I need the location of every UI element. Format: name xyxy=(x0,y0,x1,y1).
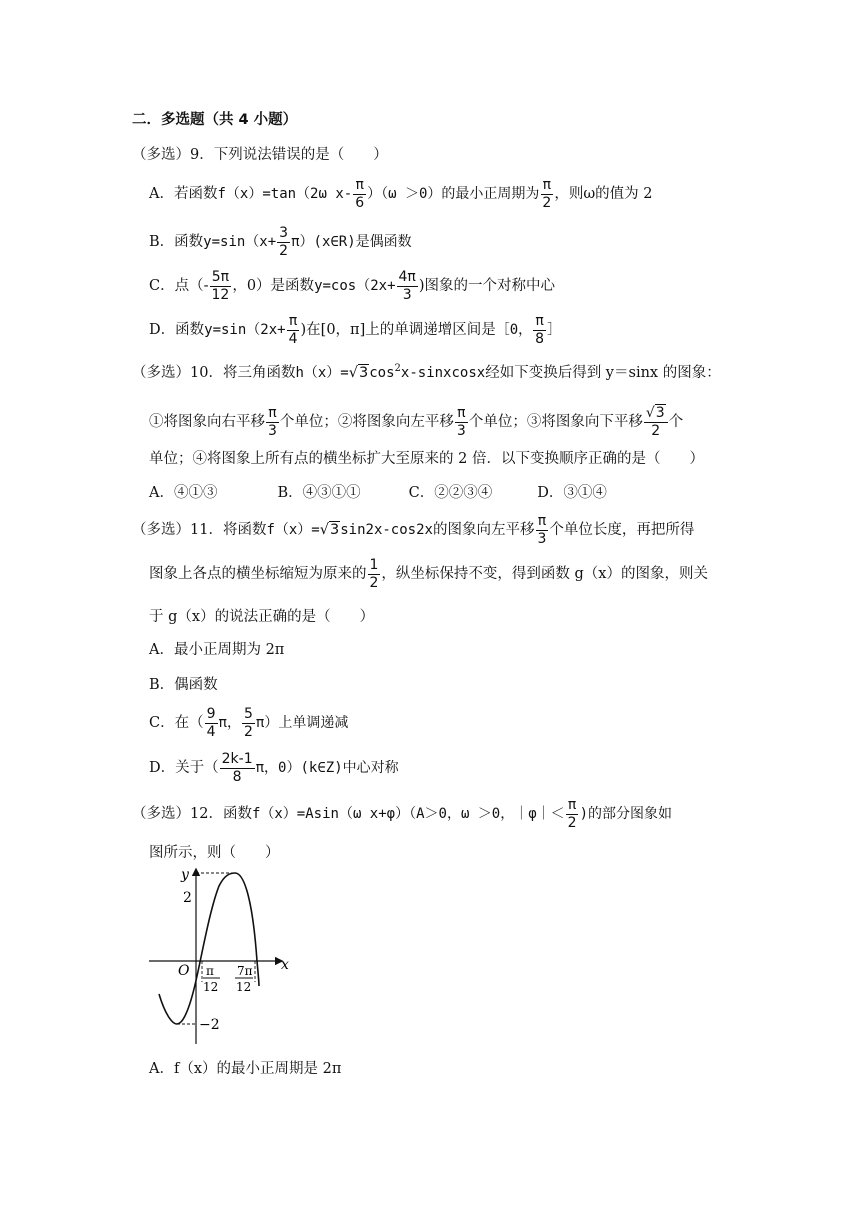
section-heading: 二．多选题（共 4 小题） xyxy=(132,112,298,128)
x-axis-label: x xyxy=(281,957,289,973)
fraction: $\frac{\pi}{8}$ xyxy=(535,313,545,347)
q10-option-d[interactable]: D．③①④ xyxy=(537,485,607,501)
fraction: $\frac{4\pi}{3}$ xyxy=(398,269,416,303)
q12-stem: （多选）12．函数f（x）=Asin（ω x+φ）（A＞0，ω ＞0，｜φ｜＜ $\frac{\pi}{2}$ )的部分图象如 xyxy=(132,797,673,831)
q10-options xyxy=(149,486,607,501)
fraction: $\frac{1}{2}$ xyxy=(369,557,379,591)
fraction: $\frac{\pi}{3}$ xyxy=(268,405,277,439)
x-tick-1-den: 12 xyxy=(203,980,219,994)
fraction: $\frac{\pi}{2}$ xyxy=(567,797,577,831)
q9-stem: （多选）9．下列说法错误的是（ ） xyxy=(132,147,388,163)
sine-curve xyxy=(159,873,259,1024)
fraction: $\frac{5\pi}{12}$ xyxy=(211,269,230,303)
x-tick-2-num: 7π xyxy=(237,964,253,978)
q9-option-a[interactable]: A．若函数f（x）=tan（2ω x- $\frac{\pi}{6}$ ）（ω ＞0）的最小正周期为 $\frac{\pi}{2}$ ，则ω的值为 2 xyxy=(149,177,653,211)
x-tick-1-num: π xyxy=(206,964,214,978)
q10-stem: （多选）10．将三角函数$h(x)=√3\cos^2x$-sinxcosx经如下变换后得到 y＝sinx 的图象： xyxy=(132,363,721,381)
sqrt: √3 xyxy=(319,522,340,539)
q11-option-c[interactable]: C．在（ $\frac{9}{4}$ π， $\frac{5}{2}$ π）上单调递减 xyxy=(149,706,349,740)
q10-option-b[interactable]: B．④③①① xyxy=(277,485,361,501)
q12-option-a[interactable]: A．f（x）的最小正周期是 2π xyxy=(149,1061,342,1077)
fraction: $\frac{9}{4}$ xyxy=(206,706,216,740)
fraction: $\frac{\pi}{4}$ xyxy=(288,313,298,347)
fraction: $\frac{5}{2}$ xyxy=(243,706,253,740)
fraction: $\frac{\pi}{6}$ xyxy=(355,177,365,211)
fraction: $\frac{3}{2}$ xyxy=(279,225,289,259)
fraction: $\frac{\pi}{3}$ xyxy=(537,513,547,547)
fraction: $\frac{2k-1}{8}$ xyxy=(221,751,253,785)
origin-label: O xyxy=(178,963,190,979)
sqrt: √3 xyxy=(348,364,369,381)
q9-option-d[interactable]: D．函数y=sin（2x+ $\frac{\pi}{4}$ )在[0，π]上的单调递增区间是［0， $\frac{\pi}{8}$ ］ xyxy=(149,313,562,347)
fraction: $\frac{\pi}{3}$ xyxy=(456,405,466,439)
q11-option-d[interactable]: D．关于（ $\frac{2k-1}{8}$ π，0）(k∈Z)中心对称 xyxy=(149,751,399,785)
q9-option-b[interactable]: B．函数y=sin（x+ $\frac{3}{2}$ π）(x∈R)是偶函数 xyxy=(149,225,412,259)
q12-graph xyxy=(145,864,305,1049)
q10-option-c[interactable]: C．②②③④ xyxy=(408,485,493,501)
q10-steps-cont: 单位；④将图象上所有点的横坐标扩大至原来的 2 倍．以下变换顺序正确的是（ ） xyxy=(149,451,704,467)
y-tick-max: 2 xyxy=(183,890,192,906)
q11-stem: （多选）11．将函数f（x）=√3sin2x-cos2x的图象向左平移 $\frac{\pi}{3}$ 个单位长度，再把所得 xyxy=(132,513,695,547)
q11-option-a[interactable]: A．最小正周期为 2π xyxy=(149,642,285,658)
y-tick-min: −2 xyxy=(199,1017,220,1033)
q9-option-c[interactable]: C．点（- $\frac{5\pi}{12}$ ，0）是函数y=cos（2x+ $\frac{4\pi}{3}$ )图象的一个对称中心 xyxy=(149,269,555,303)
q10-option-a[interactable]: A．④①③ xyxy=(149,485,218,501)
q10-steps: ①将图象向右平移 $\frac{\pi}{3}$ 个单位；②将图象向左平移 $\frac{\pi}{3}$ 个单位；③将图象向下平移 $\frac{√3}{2}$ 个 xyxy=(149,405,684,439)
q12-stem-cont: 图所示，则（ ） xyxy=(149,845,280,861)
fraction: $\frac{√3}{2}$ xyxy=(644,406,668,438)
q11-option-b[interactable]: B．偶函数 xyxy=(149,677,218,693)
x-tick-2-den: 12 xyxy=(236,980,252,994)
q11-stem-cont: 图象上各点的横坐标缩短为原来的 $\frac{1}{2}$ ，纵坐标保持不变，得到函数 g（x）的图象，则关 xyxy=(149,557,708,591)
q11-stem-end: 于 g（x）的说法正确的是（ ） xyxy=(149,609,375,625)
y-axis-label: y xyxy=(181,867,189,883)
fraction: $\frac{\pi}{2}$ xyxy=(542,177,552,211)
